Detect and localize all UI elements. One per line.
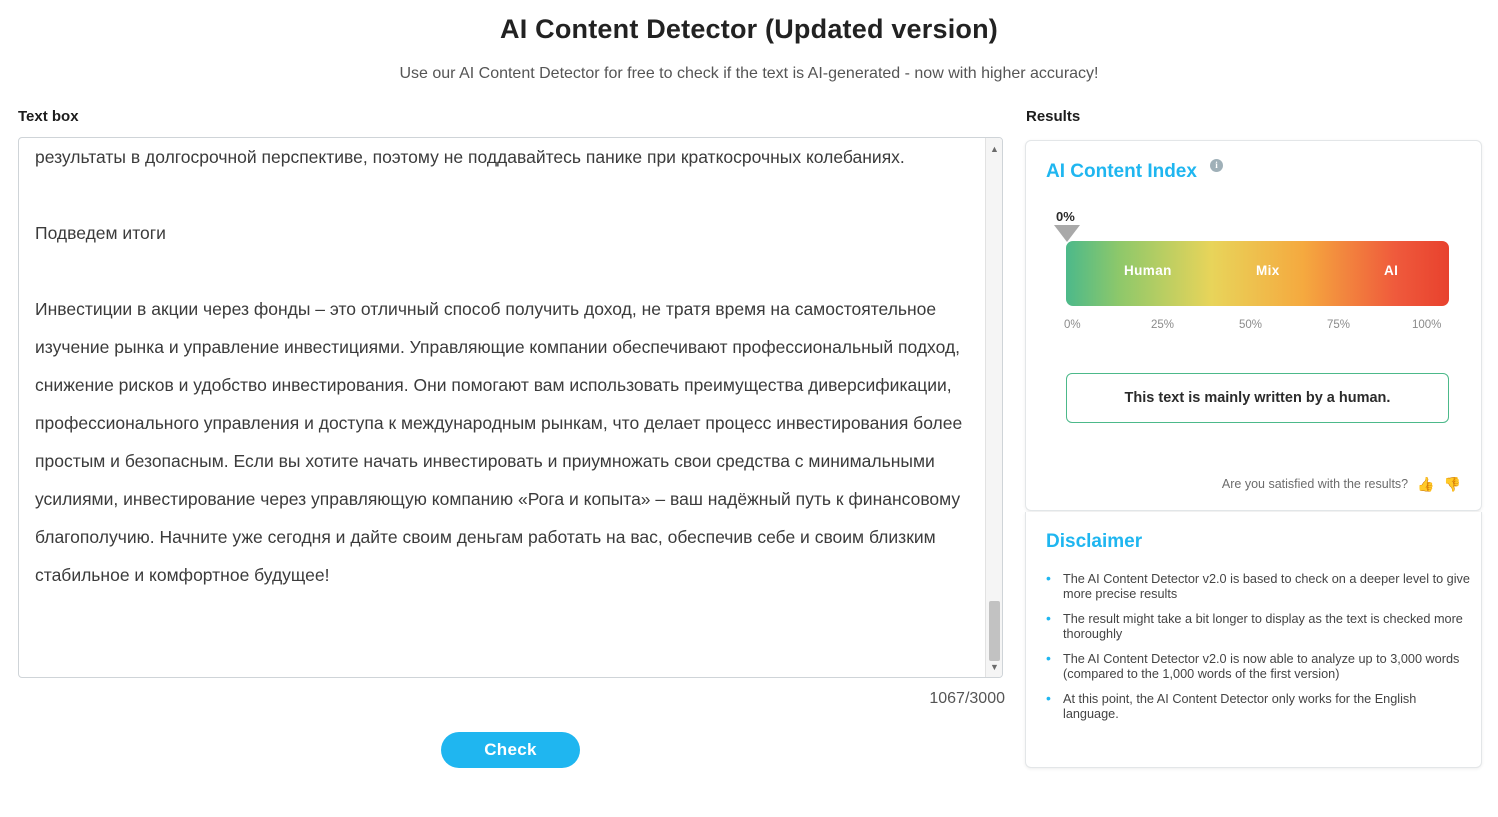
scale-tick-0: 0% [1064, 319, 1081, 331]
textbox-label: Text box [18, 108, 79, 125]
ai-content-gauge [1066, 241, 1449, 306]
check-button[interactable]: Check [441, 732, 580, 768]
text-paragraph: Инвестиции в акции через фонды – это отличный способ получить доход, не тратя время на самостоятельное изучение рынка и управление инвестициями. Управляющие компании обеспечивают профессиональный подход, снижение рисков и удобство инвестирования. Они помогают вам использовать преимущества диверсификации, профессионального управления и доступа к международным рынкам, что делает процесс инвестирования более простым и безопасным. Если вы хотите начать инвестировать и приумножать свои средства с минимальными усилиями, инвестирование через управляющую компанию «Рога и копыта» – ваш надёжный путь к финансовому благополучию. Начните уже сегодня и дайте своим деньгам работать на вас, обеспечив себе и своим близким стабильное и комфортное будущее! [35, 299, 968, 585]
list-item: • The result might take a bit longer to display as the text is checked more thoroughly [1046, 612, 1470, 642]
text-spacer [35, 252, 968, 290]
textarea-scrollbar[interactable] [985, 138, 1002, 677]
thumbs-down-icon[interactable]: 👎 [1443, 476, 1461, 492]
scale-tick-75: 75% [1327, 319, 1351, 331]
list-item: • The AI Content Detector v2.0 is now able to analyze up to 3,000 words (compared to the 1,000 words of the first version) [1046, 652, 1470, 682]
scroll-up-icon[interactable]: ▲ [990, 143, 999, 154]
scroll-down-icon[interactable]: ▼ [990, 661, 999, 672]
text-spacer [35, 176, 968, 214]
ai-content-index-card [1025, 140, 1482, 511]
verdict-box: This text is mainly written by a human. [1066, 373, 1449, 423]
text-input-content[interactable] [19, 138, 986, 677]
disclaimer-list [1046, 572, 1470, 732]
feedback-row [1222, 477, 1461, 491]
character-counter: 1067/3000 [929, 690, 1005, 707]
page-subtitle: Use our AI Content Detector for free to check if the text is AI-generated - now with higher accuracy! [399, 65, 1099, 82]
disclaimer-title: Disclaimer [1046, 531, 1143, 552]
gauge-label-mix: Mix [1256, 263, 1280, 278]
disclaimer-card [1025, 512, 1482, 768]
text-paragraph: Подведем итоги [35, 223, 166, 243]
thumbs-up-icon[interactable]: 👍 [1417, 476, 1435, 492]
scale-tick-100: 100% [1412, 319, 1442, 331]
page-title: AI Content Detector (Updated version) [500, 14, 998, 44]
gauge-pointer-value: 0% [1056, 209, 1075, 224]
scale-tick-50: 50% [1239, 319, 1263, 331]
gauge-label-ai: AI [1384, 263, 1399, 278]
info-icon[interactable]: i [1210, 159, 1223, 172]
text-paragraph: результаты в долгосрочной перспективе, поэтому не поддавайтесь панике при краткосрочных колебаниях. [35, 147, 905, 167]
scrollbar-thumb[interactable] [989, 601, 1000, 661]
list-item: • The AI Content Detector v2.0 is based to check on a deeper level to give more precise results [1046, 572, 1470, 602]
gauge-label-human: Human [1124, 263, 1172, 278]
feedback-question: Are you satisfied with the results? [1221, 477, 1409, 491]
scale-tick-25: 25% [1151, 319, 1175, 331]
results-label: Results [1026, 108, 1081, 125]
list-item: • At this point, the AI Content Detector only works for the English language. [1046, 692, 1470, 722]
text-input-area[interactable] [18, 137, 1003, 678]
ai-content-index-title: AI Content Index [1046, 161, 1197, 182]
gauge-scale [1064, 319, 1454, 335]
gauge-pointer-icon [1054, 225, 1080, 242]
